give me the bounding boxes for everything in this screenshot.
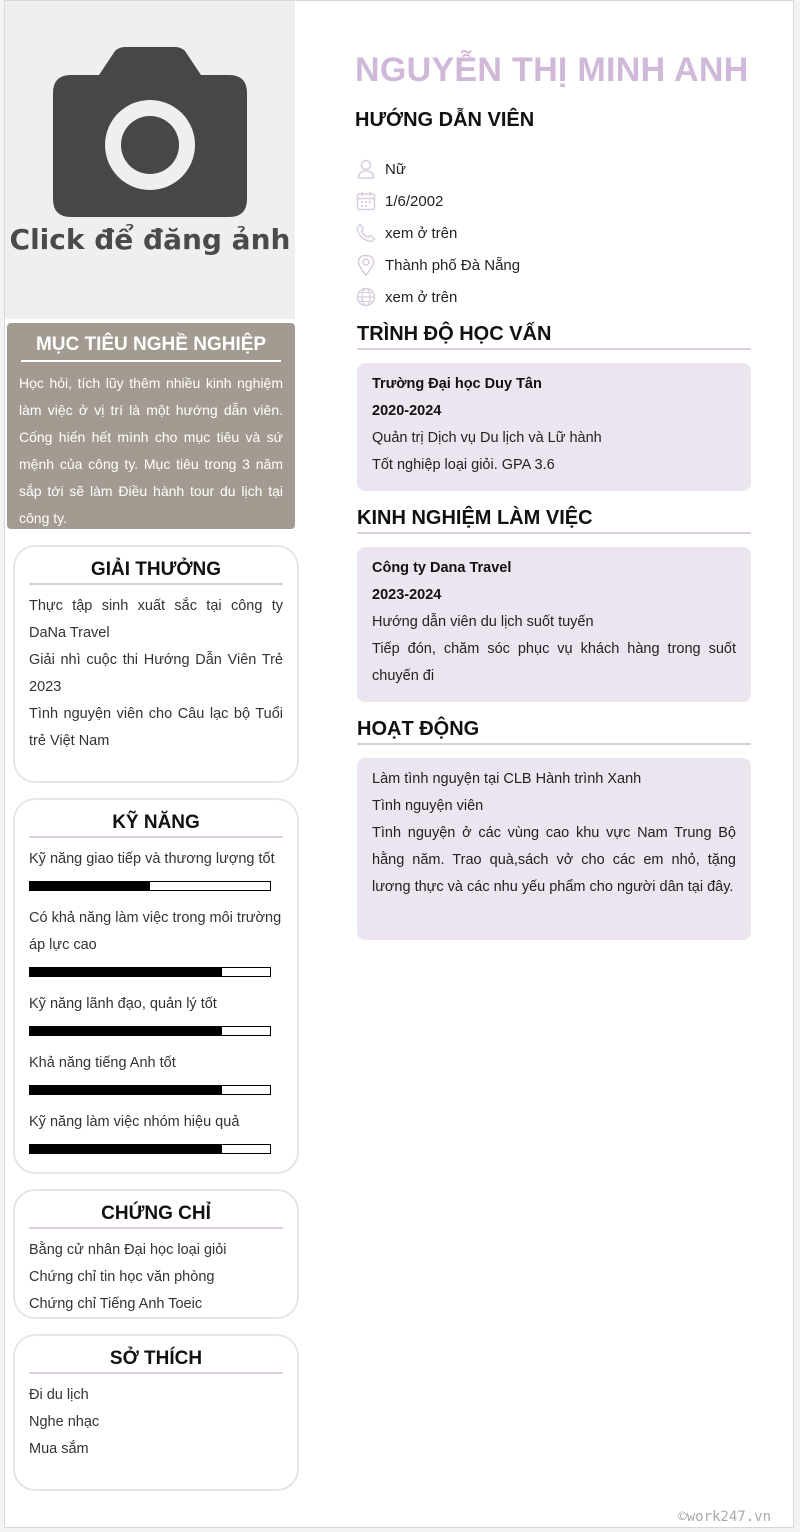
skill-level-fill xyxy=(30,968,222,976)
school-name: Trường Đại học Duy Tân xyxy=(372,376,542,392)
photo-caption: Click để đăng ảnh xyxy=(9,223,291,256)
dob-value: 1/6/2002 xyxy=(385,192,444,210)
skill-level-bar xyxy=(29,1085,271,1095)
certificates-section xyxy=(13,1189,299,1319)
career-goal-title: MỤC TIÊU NGHỀ NGHIỆP xyxy=(21,331,281,362)
photo-upload[interactable] xyxy=(5,1,295,319)
address-value: Thành phố Đà Nẵng xyxy=(385,256,521,274)
certificates-title: CHỨNG CHỈ xyxy=(29,1201,283,1229)
contact-phone xyxy=(355,217,520,249)
hobby-item: Mua sắm xyxy=(29,1441,89,1457)
education-major: Quản trị Dịch vụ Du lịch và Lữ hành xyxy=(372,430,602,446)
experience-period: 2023-2024 xyxy=(372,587,442,603)
certificate-item: Bằng cử nhân Đại học loại giỏi xyxy=(29,1242,227,1258)
skill-label: Có khả năng làm việc trong môi trường áp lực cao xyxy=(29,910,282,953)
phone-value: xem ở trên xyxy=(385,224,458,242)
certificate-item: Chứng chỉ tin học văn phòng xyxy=(29,1269,215,1285)
career-goal-section xyxy=(7,323,295,529)
award-item: Tình nguyện viên cho Câu lạc bộ Tuổi trẻ Việt Nam xyxy=(29,706,283,749)
contact-gender xyxy=(355,153,520,185)
skill-level-fill xyxy=(30,1027,222,1035)
skill-level-fill xyxy=(30,1086,222,1094)
hobbies-title: SỞ THÍCH xyxy=(29,1346,283,1374)
activities-title: HOẠT ĐỘNG xyxy=(357,718,751,745)
skill-label: Kỹ năng lãnh đạo, quản lý tốt xyxy=(29,996,217,1012)
skill-item xyxy=(29,905,283,977)
skill-item xyxy=(29,1050,283,1095)
hobby-item: Nghe nhạc xyxy=(29,1414,100,1430)
skill-level-bar xyxy=(29,967,271,977)
contact-website xyxy=(355,281,520,313)
skills-title: KỸ NĂNG xyxy=(29,810,283,838)
activity-org: Làm tình nguyện tại CLB Hành trình Xanh xyxy=(372,771,642,787)
gender-value: Nữ xyxy=(385,160,406,178)
activities-card xyxy=(357,758,751,940)
awards-section xyxy=(13,545,299,783)
skill-level-fill xyxy=(30,1145,222,1153)
skill-label: Khả năng tiếng Anh tốt xyxy=(29,1055,176,1071)
camera-icon xyxy=(53,47,247,217)
hobby-item: Đi du lịch xyxy=(29,1387,89,1403)
footer-watermark: ©work247.vn xyxy=(678,1509,771,1525)
person-icon xyxy=(355,158,377,180)
skill-item xyxy=(29,991,283,1036)
location-pin-icon xyxy=(355,254,377,276)
globe-icon xyxy=(355,286,377,308)
certificate-item: Chứng chỉ Tiếng Anh Toeic xyxy=(29,1296,203,1312)
skills-section xyxy=(13,798,299,1174)
skill-level-bar xyxy=(29,1026,271,1036)
education-title: TRÌNH ĐỘ HỌC VẤN xyxy=(357,323,751,350)
education-card xyxy=(357,363,751,491)
skill-label: Kỹ năng làm việc nhóm hiệu quả xyxy=(29,1114,240,1130)
career-goal-text: Học hỏi, tích lũy thêm nhiều kinh nghiệm làm việc ở vị trí là một hướng dẫn viên. Cống hiến hết mình cho mục tiêu và sứ mệnh của công ty. Mục tiêu trong 3 năm sắp tới sẽ làm Điều hành tour du lịch tại công ty. xyxy=(19,375,283,526)
contact-dob xyxy=(355,185,520,217)
phone-icon xyxy=(355,222,377,244)
skill-label: Kỹ năng giao tiếp và thương lượng tốt xyxy=(29,851,275,867)
full-name: NGUYỄN THỊ MINH ANH xyxy=(355,51,749,89)
company-name: Công ty Dana Travel xyxy=(372,560,512,576)
award-item: Thực tập sinh xuất sắc tại công ty DaNa Travel xyxy=(29,598,283,641)
skill-item xyxy=(29,846,283,891)
website-value: xem ở trên xyxy=(385,288,458,306)
job-title: HƯỚNG DẪN VIÊN xyxy=(355,109,535,131)
education-result: Tốt nghiệp loại giỏi. GPA 3.6 xyxy=(372,457,555,473)
awards-title: GIẢI THƯỞNG xyxy=(29,557,283,585)
experience-desc: Tiếp đón, chăm sóc phục vụ khách hàng trong suốt chuyến đi xyxy=(372,641,736,684)
skill-level-bar xyxy=(29,881,271,891)
calendar-icon xyxy=(355,190,377,212)
skill-level-fill xyxy=(30,882,150,890)
skill-item xyxy=(29,1109,283,1154)
award-item: Giải nhì cuộc thi Hướng Dẫn Viên Trẻ 2023 xyxy=(29,652,283,695)
contact-list xyxy=(355,153,520,313)
experience-title: KINH NGHIỆM LÀM VIỆC xyxy=(357,507,751,534)
activity-desc: Tình nguyện ở các vùng cao khu vực Nam Trung Bộ hằng năm. Trao quà,sách vở cho các em nhỏ, tặng lương thực và các nhu yếu phẩm cho người dân tại đây. xyxy=(372,825,736,895)
education-period: 2020-2024 xyxy=(372,403,442,419)
cv-page xyxy=(4,0,794,1528)
experience-role: Hướng dẫn viên du lịch suốt tuyến xyxy=(372,614,594,630)
skill-level-bar xyxy=(29,1144,271,1154)
contact-address xyxy=(355,249,520,281)
experience-card xyxy=(357,547,751,702)
activity-role: Tình nguyện viên xyxy=(372,798,484,814)
hobbies-section xyxy=(13,1334,299,1491)
